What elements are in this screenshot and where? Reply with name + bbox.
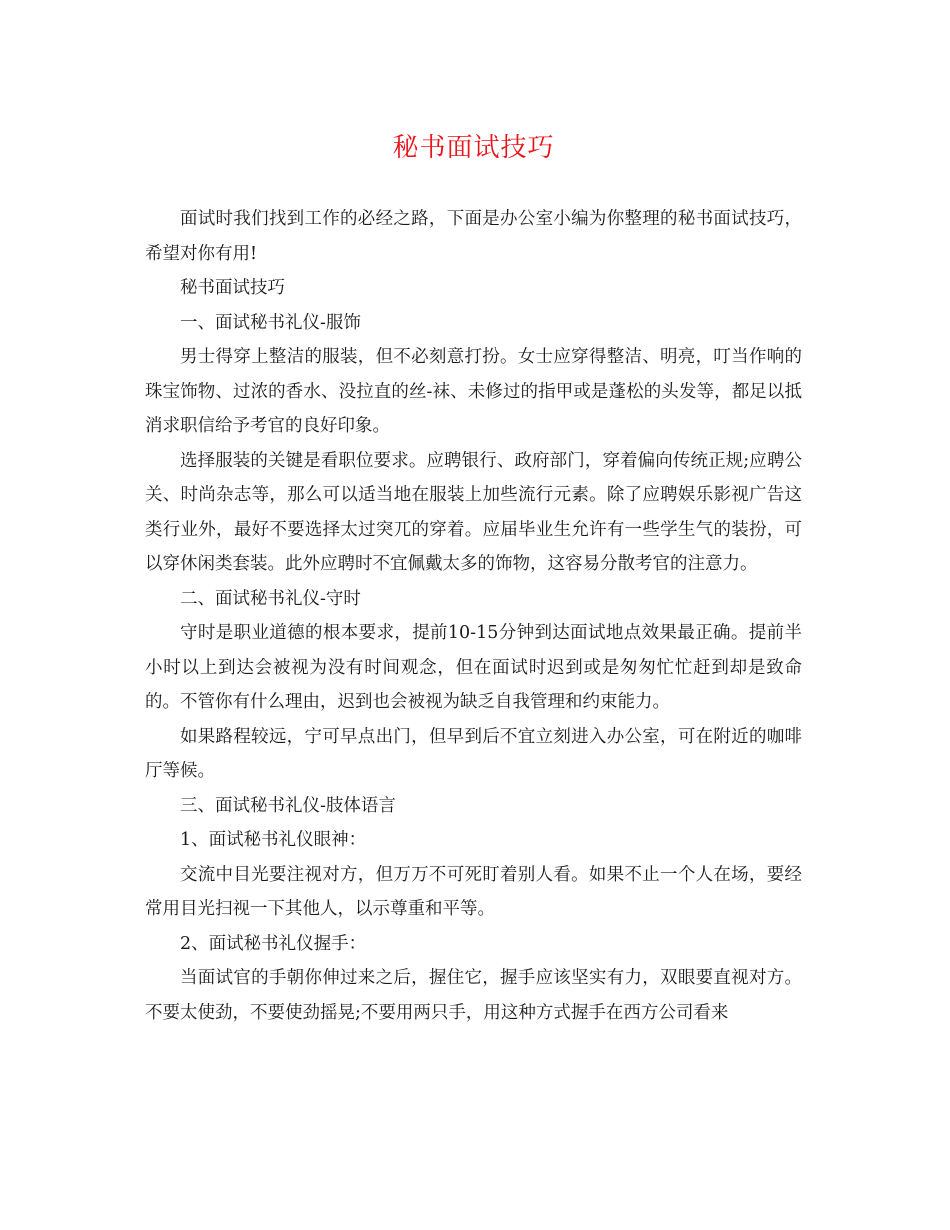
subtitle-paragraph: 秘书面试技巧 <box>180 278 285 298</box>
intro-paragraph: 面试时我们找到工作的必经之路，下面是办公室小编为你整理的秘书面试技巧，希望对你有用! <box>145 209 802 264</box>
section-heading-punctuality: 二、面试秘书礼仪-守时 <box>180 588 361 609</box>
section-heading-attire: 一、面试秘书礼仪-服饰 <box>180 312 361 333</box>
section-heading-body-language: 三、面试秘书礼仪-肢体语言 <box>180 795 396 816</box>
punctuality-paragraph-2: 如果路程较远，宁可早点出门，但早到后不宜立刻进入办公室，可在附近的咖啡厅等候。 <box>145 726 802 781</box>
subheading-eye-contact: 1、面试秘书礼仪眼神： <box>180 830 367 850</box>
attire-paragraph-1: 男士得穿上整洁的服装，但不必刻意打扮。女士应穿得整洁、明亮，叮当作响的珠宝饰物、过浓的香水、没拉直的丝-袜、未修过的指甲或是蓬松的头发等，都足以抵消求职信给予考官的良好印象。 <box>145 347 802 436</box>
attire-paragraph-2: 选择服装的关键是看职位要求。应聘银行、政府部门，穿着偏向传统正规;应聘公关、时尚杂志等，那么可以适当地在服装上加些流行元素。除了应聘娱乐影视广告这类行业外，最好不要选择太过突兀的穿着。应届毕业生允许有一些学生气的装扮，可以穿休闲类套装。此外应聘时不宜佩戴太多的饰物，这容易分散考官的注意力。 <box>145 450 802 574</box>
eye-contact-paragraph: 交流中目光要注视对方，但万万不可死盯着别人看。如果不止一个人在场，要经常用目光扫视一下其他人，以示尊重和平等。 <box>145 864 802 919</box>
document-title: 秘书面试技巧 <box>392 133 555 163</box>
subheading-handshake: 2、面试秘书礼仪握手： <box>180 933 367 954</box>
punctuality-paragraph-1: 守时是职业道德的根本要求，提前10-15分钟到达面试地点效果最正确。提前半小时以上到达会被视为没有时间观念，但在面试时迟到或是匆匆忙忙赶到却是致命的。不管你有什么理由，迟到也会被视为缺乏自我管理和约束能力。 <box>145 623 802 712</box>
handshake-paragraph: 当面试官的手朝你伸过来之后，握住它，握手应该坚实有力，双眼要直视对方。不要太使劲，不要使劲摇晃;不要用两只手，用这种方式握手在西方公司看来 <box>145 968 802 1023</box>
